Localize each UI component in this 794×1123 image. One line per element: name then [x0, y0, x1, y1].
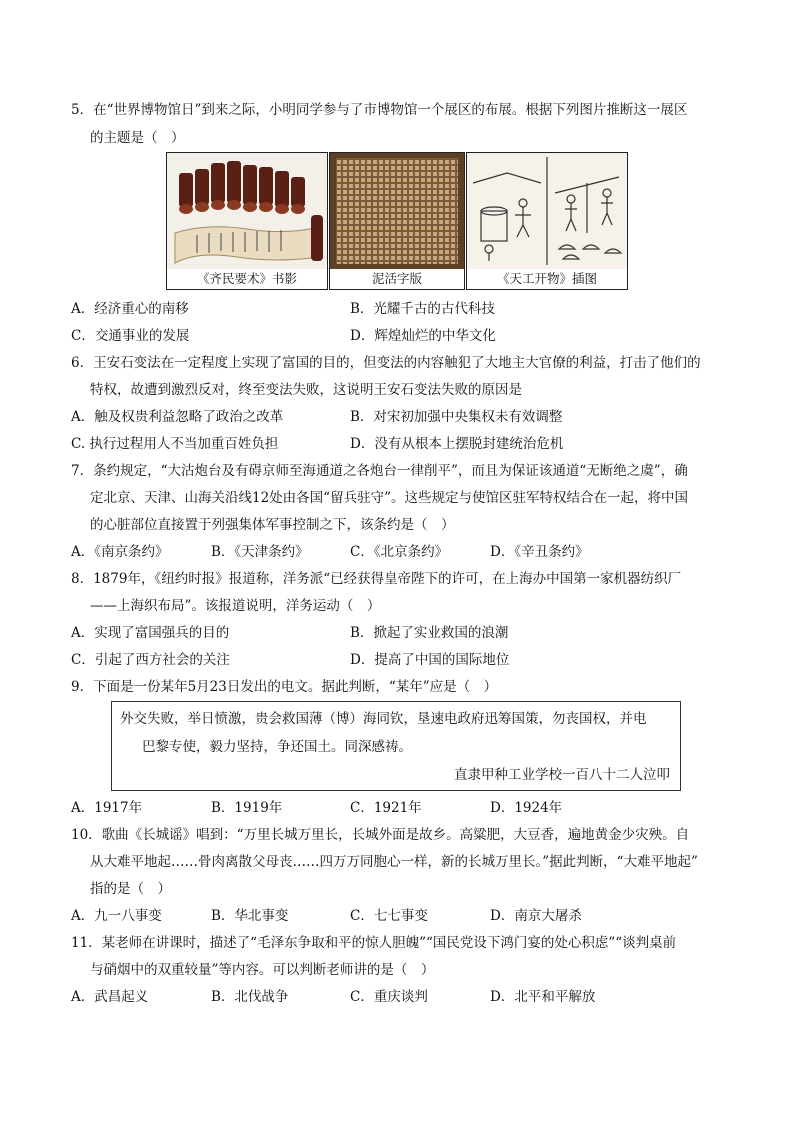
q9-option-c[interactable]: C．1921年 [350, 800, 422, 816]
q6-option-b[interactable]: B．对宋初加强中央集权未有效调整 [350, 409, 563, 425]
q10-stem-line2: 从大难平地起……骨肉离散父母丧……四万万同胞心一样，新的长城万里长。”据此判断，“大难平地起” [90, 854, 698, 870]
q5-figure-3 [466, 152, 628, 290]
q8-option-a[interactable]: A．实现了富国强兵的目的 [71, 625, 230, 641]
q7-option-a[interactable]: A．《南京条约》 [71, 544, 169, 560]
clay-movable-type-image [330, 153, 464, 269]
q10-stem-line1: 10．歌曲《长城谣》唱到：“万里长城万里长，长城外面是故乡。高粱肥，大豆香，遍地黄金少灾殃。自 [71, 827, 690, 843]
q5-figure-1 [166, 152, 328, 290]
q5-figure-2 [329, 152, 465, 290]
q9-telegram-signature: 直隶甲种工业学校一百八十二人泣叩 [454, 767, 670, 783]
q7-stem-line2: 定北京、天津、山海关沿线12处由各国“留兵驻守”。这些规定与使馆区驻军特权结合在一起，将中国 [90, 490, 688, 506]
bamboo-scroll-book-image [167, 153, 327, 269]
q6-option-a[interactable]: A．触及权贵利益忽略了政治之改革 [71, 409, 284, 425]
q7-option-d[interactable]: D．《辛丑条约》 [490, 544, 589, 560]
q11-stem-line2: 与硝烟中的双重较量”等内容。可以判断老师讲的是（ ） [90, 962, 435, 978]
q5-option-a[interactable]: A．经济重心的南移 [71, 301, 189, 317]
q7-option-b[interactable]: B．《天津条约》 [211, 544, 309, 560]
q5-stem-line1: 5．在“世界博物馆日”到来之际，小明同学参与了市博物馆一个展区的布展。根据下列图片推断这一展区 [71, 102, 688, 118]
q5-option-d[interactable]: D．辉煌灿烂的中华文化 [350, 328, 496, 344]
q5-option-c[interactable]: C．交通事业的发展 [71, 328, 190, 344]
q8-stem-line2: ——上海织布局”。该报道说明，洋务运动（ ） [90, 598, 381, 614]
q9-telegram-line2: 巴黎专使，毅力坚持，争还国土。同深感祷。 [142, 739, 412, 755]
q9-option-d[interactable]: D．1924年 [490, 800, 563, 816]
q8-stem-line1: 8．1879年，《纽约时报》报道称，洋务派“已经获得皇帝陛下的许可，在上海办中国第一家机器纺织厂 [71, 571, 682, 587]
q11-option-a[interactable]: A．武昌起义 [71, 989, 149, 1005]
q5-figure-row [166, 152, 628, 290]
q5-stem-line2: 的主题是（ ） [90, 130, 185, 146]
q7-stem-line3: 的心脏部位直接置于列强集体军事控制之下，该条约是（ ） [90, 517, 455, 533]
q10-stem-line3: 指的是（ ） [90, 881, 171, 897]
q5-option-b[interactable]: B．光耀千古的古代科技 [350, 301, 495, 317]
q9-telegram-line1: 外交失败，举日愤激，贵会救国薄（博）海同钦，垦速电政府迅筹国策，勿丧国权，并电 [120, 711, 647, 727]
q9-option-b[interactable]: B．1919年 [211, 800, 283, 816]
q6-stem-line2: 特权，故遭到激烈反对，终至变法失败，这说明王安石变法失败的原因是 [90, 382, 522, 398]
q9-telegram-box [111, 701, 681, 791]
q8-option-b[interactable]: B．掀起了实业救国的浪潮 [350, 625, 509, 641]
q11-option-b[interactable]: B．北伐战争 [211, 989, 289, 1005]
q10-option-a[interactable]: A．九一八事变 [71, 908, 162, 924]
q11-stem-line1: 11．某老师在讲课时，描述了“毛泽东争取和平的惊人胆魄”“国民党设下鸿门宴的处心积虑”“谈判桌前 [71, 935, 677, 951]
q5-figure-3-caption: 《天工开物》插图 [496, 271, 597, 286]
q11-option-d[interactable]: D．北平和平解放 [490, 989, 596, 1005]
q8-option-d[interactable]: D．提高了中国的国际地位 [350, 652, 510, 668]
q6-option-d[interactable]: D．没有从根本上摆脱封建统治危机 [350, 436, 564, 452]
q7-stem-line1: 7．条约规定，“大沽炮台及有碍京师至海通道之各炮台一律削平”，而且为保证该通道“无断绝之虞”，确 [71, 463, 688, 479]
q6-option-c[interactable]: C. 执行过程用人不当加重百姓负担 [71, 436, 279, 452]
q10-option-d[interactable]: D．南京大屠杀 [490, 908, 582, 924]
q9-stem-line1: 9．下面是一份某年5月23日发出的电文。据此判断，“某年”应是（ ） [71, 679, 498, 695]
q11-option-c[interactable]: C．重庆谈判 [350, 989, 428, 1005]
q10-option-b[interactable]: B．华北事变 [211, 908, 289, 924]
q6-stem-line1: 6．王安石变法在一定程度上实现了富国的目的，但变法的内容触犯了大地主大官僚的利益，打击了他们的 [71, 355, 701, 371]
q5-figure-1-caption: 《齐民要术》书影 [196, 271, 297, 286]
q10-option-c[interactable]: C．七七事变 [350, 908, 428, 924]
woodblock-illustration-image [467, 153, 627, 269]
q8-option-c[interactable]: C．引起了西方社会的关注 [71, 652, 230, 668]
q5-figure-2-caption: 泥活字版 [371, 271, 422, 286]
q9-option-a[interactable]: A．1917年 [71, 800, 143, 816]
q7-option-c[interactable]: C．《北京条约》 [350, 544, 449, 560]
